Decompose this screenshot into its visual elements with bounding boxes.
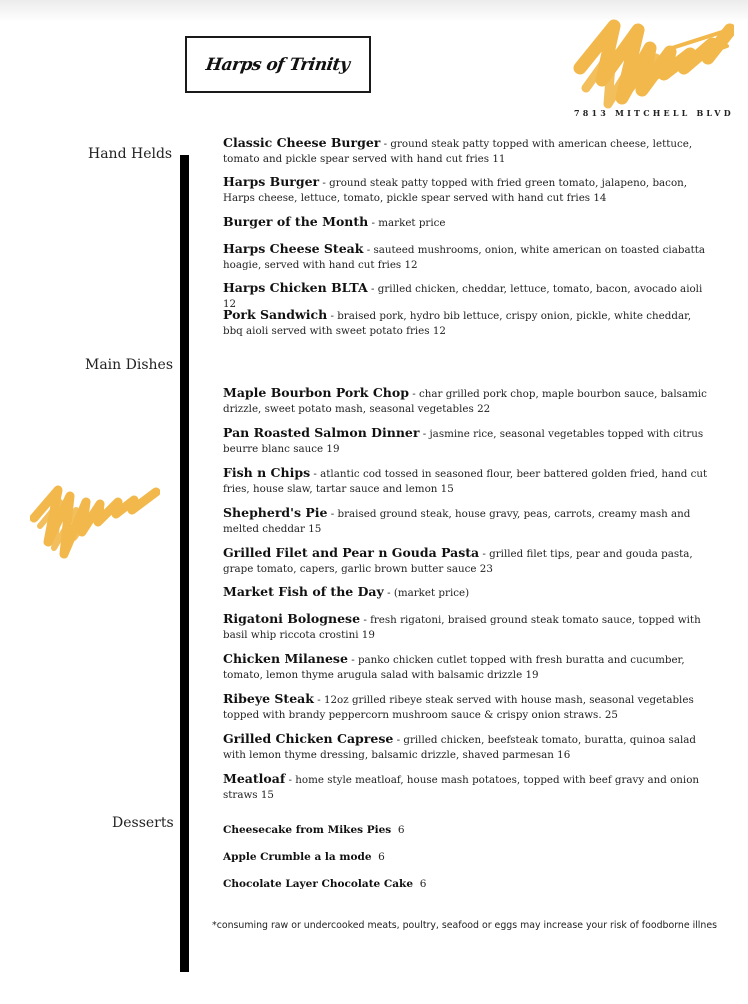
- menu-item-name: Fish n Chips: [223, 465, 311, 480]
- dessert-item: [223, 851, 385, 863]
- menu-item: [223, 771, 713, 803]
- logo-text: Harps of Trinity: [204, 54, 352, 75]
- menu-item-name: Pork Sandwich: [223, 307, 328, 322]
- menu-item-name: Harps Cheese Steak: [223, 241, 364, 256]
- dessert-name: Chocolate Layer Chocolate Cake: [223, 878, 414, 890]
- menu-item-description: - sauteed mushrooms, onion, white american on toasted ciabatta hoagie, served with hand cut fries 12: [223, 244, 706, 271]
- menu-item-name: Chicken Milanese: [223, 651, 348, 666]
- menu-item-description: - (market price): [383, 587, 470, 599]
- menu-item-name: Ribeye Steak: [223, 691, 314, 706]
- brush-scribble-left: [30, 482, 160, 562]
- menu-item: [223, 465, 713, 497]
- menu-item: [223, 307, 713, 339]
- menu-item-name: Market Fish of the Day: [223, 584, 384, 599]
- menu-item: [223, 691, 713, 723]
- section-title-desserts: Desserts: [112, 815, 174, 831]
- menu-item-description: - jasmine rice, seasonal vegetables topped with citrus beurre blanc sauce 19: [223, 428, 704, 455]
- menu-item-name: Grilled Filet and Pear n Gouda Pasta: [223, 545, 480, 560]
- menu-item-name: Pan Roasted Salmon Dinner: [223, 425, 420, 440]
- menu-item: [223, 584, 713, 601]
- menu-item-description: - braised ground steak, house gravy, peas, carrots, creamy mash and melted cheddar 15: [223, 508, 691, 535]
- menu-item: [223, 135, 713, 167]
- menu-item-description: - grilled filet tips, pear and gouda pasta, grape tomato, capers, garlic brown butter sauce 23: [223, 548, 693, 575]
- menu-item: [223, 611, 713, 643]
- section-title-main-dishes: Main Dishes: [85, 357, 173, 373]
- brush-scribble-top-right: [572, 18, 734, 110]
- menu-item-description: - ground steak patty topped with fried green tomato, jalapeno, bacon, Harps cheese, lettuce, tomato, pickle spear served with hand cut fries 14: [223, 177, 688, 204]
- menu-item-name: Burger of the Month: [223, 214, 369, 229]
- dessert-price: 6: [371, 851, 385, 863]
- dessert-item: [223, 824, 405, 836]
- menu-item-name: Grilled Chicken Caprese: [223, 731, 394, 746]
- section-title-hand-helds: Hand Helds: [88, 146, 173, 162]
- menu-item: [223, 545, 713, 577]
- menu-item-name: Harps Chicken BLTA: [223, 280, 368, 295]
- menu-item-name: Harps Burger: [223, 174, 320, 189]
- menu-item: [223, 505, 713, 537]
- menu-item-name: Shepherd's Pie: [223, 505, 328, 520]
- section-divider-bar: [180, 155, 189, 972]
- dessert-price: 6: [391, 824, 405, 836]
- menu-item-name: Meatloaf: [223, 771, 286, 786]
- menu-item-description: - fresh rigatoni, braised ground steak tomato sauce, topped with basil whip riccota crostini 19: [223, 614, 701, 641]
- menu-item-description: - braised pork, hydro bib lettuce, crispy onion, pickle, white cheddar, bbq aioli served with sweet potato fries 12: [223, 310, 692, 337]
- menu-item: [223, 651, 713, 683]
- menu-item-description: - ground steak patty topped with american cheese, lettuce, tomato and pickle spear served with hand cut fries 11: [223, 138, 693, 165]
- menu-item-description: - atlantic cod tossed in seasoned flour, beer battered golden fried, hand cut fries, house slaw, tartar sauce and lemon 15: [223, 468, 708, 495]
- menu-item: [223, 731, 713, 763]
- dessert-item: [223, 878, 426, 890]
- menu-item: [223, 385, 713, 417]
- address: 7813 MITCHELL BLVD: [574, 108, 734, 118]
- menu-item: [223, 174, 713, 206]
- menu-item-name: Rigatoni Bolognese: [223, 611, 361, 626]
- menu-item-description: - market price: [368, 217, 446, 229]
- menu-item-description: - 12oz grilled ribeye steak served with house mash, seasonal vegetables topped with brandy peppercorn mushroom sauce & crispy onion straws. 25: [223, 694, 694, 721]
- menu-item-description: - char grilled pork chop, maple bourbon sauce, balsamic drizzle, sweet potato mash, seasonal vegetables 22: [223, 388, 707, 415]
- logo: [185, 36, 371, 93]
- menu-item-description: - home style meatloaf, house mash potatoes, topped with beef gravy and onion straws 15: [223, 774, 700, 801]
- menu-item-name: Maple Bourbon Pork Chop: [223, 385, 409, 400]
- dessert-name: Apple Crumble a la mode: [223, 851, 372, 863]
- dessert-name: Cheesecake from Mikes Pies: [223, 824, 392, 836]
- menu-item: [223, 214, 713, 231]
- menu-item-name: Classic Cheese Burger: [223, 135, 381, 150]
- menu-item: [223, 241, 713, 273]
- menu-item-description: - panko chicken cutlet topped with fresh buratta and cucumber, tomato, lemon thyme arugula salad with balsamic drizzle 19: [223, 654, 685, 681]
- dessert-price: 6: [413, 878, 427, 890]
- disclaimer-note: *consuming raw or undercooked meats, poultry, seafood or eggs may increase your risk of foodborne illnes: [212, 920, 718, 931]
- menu-item-description: - grilled chicken, cheddar, lettuce, tomato, bacon, avocado aioli 12: [223, 283, 703, 310]
- menu-item: [223, 425, 713, 457]
- menu-item-description: - grilled chicken, beefsteak tomato, buratta, quinoa salad with lemon thyme dressing, balsamic drizzle, shaved parmesan 16: [223, 734, 697, 761]
